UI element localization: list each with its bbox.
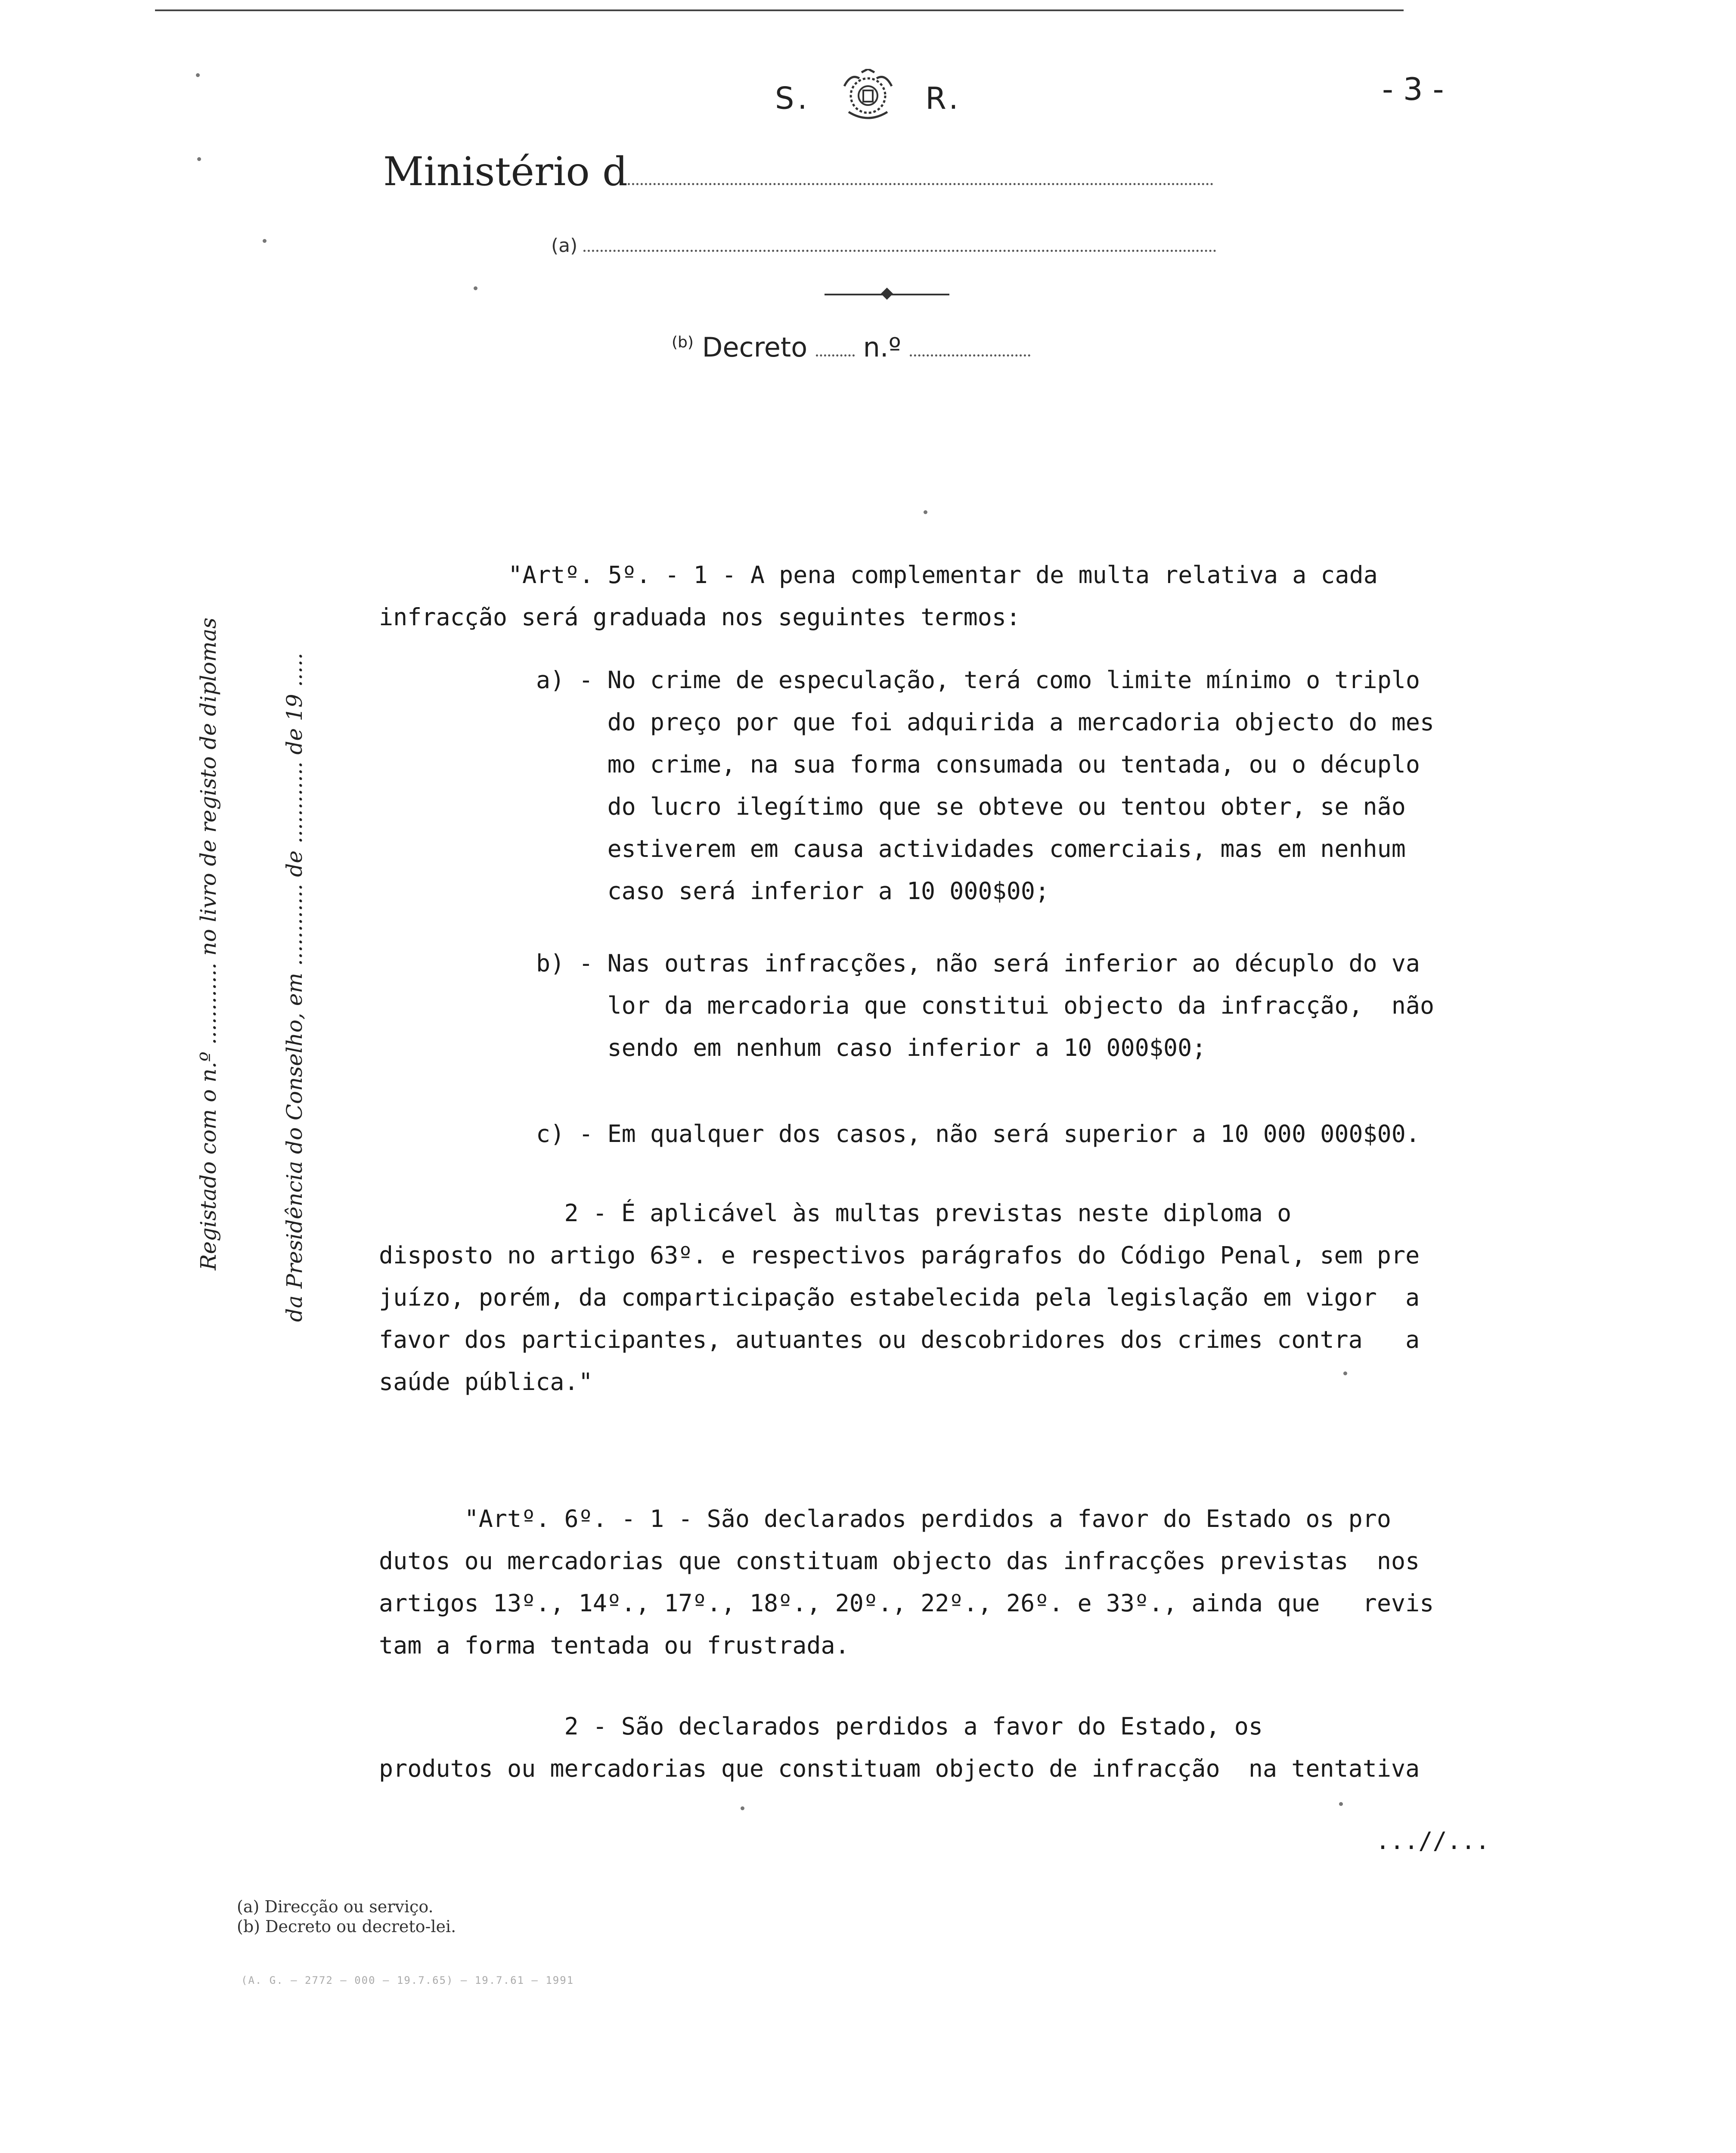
service-marker: (a) bbox=[551, 235, 578, 257]
art5-a-line-6: caso será inferior a 10 000$00; bbox=[536, 877, 1050, 905]
print-mark: (A. G. – 2772 – 000 – 19.7.65) – 19.7.61 – 1991 bbox=[241, 1974, 574, 1986]
art6-1-line-1: "Artº. 6º. - 1 - São declarados perdidos a favor do Estado os pro bbox=[379, 1505, 1392, 1533]
scan-speck bbox=[1339, 1802, 1343, 1806]
scan-speck bbox=[1343, 1371, 1347, 1375]
art5-a-line-3: mo crime, na sua forma consumada ou tentada, ou o décuplo bbox=[536, 751, 1420, 778]
ministerio-blank bbox=[628, 183, 1213, 185]
decreto-blank bbox=[816, 354, 855, 357]
scan-speck bbox=[197, 157, 201, 161]
footnotes bbox=[237, 1897, 456, 1936]
scan-speck bbox=[924, 510, 927, 514]
service-line bbox=[551, 235, 1216, 257]
decreto-marker: (b) bbox=[672, 333, 694, 351]
art5-line-1: "Artº. 5º. - 1 - A pena complementar de multa relativa a cada bbox=[508, 561, 1378, 589]
art5-2-line-5: saúde pública." bbox=[379, 1368, 593, 1396]
art5-line-2: infracção será graduada nos seguintes termos: bbox=[379, 603, 1021, 631]
art5-a-line-1: a) - No crime de especulação, terá como limite mínimo o triplo bbox=[536, 666, 1420, 694]
sr-left: S. bbox=[775, 81, 811, 116]
decreto-label: Decreto bbox=[702, 332, 808, 363]
art5-2-line-2: disposto no artigo 63º. e respectivos parágrafos do Código Penal, sem pre bbox=[379, 1241, 1420, 1269]
sr-right: R. bbox=[925, 81, 962, 116]
art5-c-line: c) - Em qualquer dos casos, não será superior a 10 000 000$00. bbox=[536, 1120, 1420, 1148]
art5-b-line-2: lor da mercadoria que constitui objecto da infracção, não bbox=[536, 992, 1435, 1019]
ministerio-label: Ministério d bbox=[383, 149, 628, 195]
art5-2-line-1: 2 - É aplicável às multas previstas neste diploma o bbox=[379, 1199, 1292, 1227]
ministerio-heading bbox=[383, 149, 1213, 195]
scan-speck bbox=[196, 73, 200, 77]
art5-a-line-2: do preço por que foi adquirida a mercadoria objecto do mes bbox=[536, 708, 1435, 736]
scan-speck bbox=[263, 239, 267, 243]
service-blank bbox=[583, 250, 1216, 252]
art6-1-line-4: tam a forma tentada ou frustrada. bbox=[379, 1632, 849, 1659]
art6-2-line-1: 2 - São declarados perdidos a favor do Estado, os bbox=[379, 1712, 1263, 1740]
margin-presidency-note: da Presidência do Conselho, em ............ de ............ de 19 ..... bbox=[282, 653, 307, 1322]
coat-of-arms-icon bbox=[836, 69, 900, 132]
art5-2-line-4: favor dos participantes, autuantes ou descobridores dos crimes contra a bbox=[379, 1326, 1420, 1353]
decreto-line bbox=[672, 332, 1030, 363]
art5-b-line-3: sendo em nenhum caso inferior a 10 000$00; bbox=[536, 1034, 1206, 1061]
art6-1-line-3: artigos 13º., 14º., 17º., 18º., 20º., 22º., 26º. e 33º., ainda que revis bbox=[379, 1589, 1434, 1617]
footnote-b: (b) Decreto ou decreto-lei. bbox=[237, 1917, 456, 1936]
art5-b-line-1: b) - Nas outras infracções, não será inferior ao décuplo do va bbox=[536, 949, 1420, 977]
scan-speck bbox=[474, 286, 477, 290]
art5-2-line-3: juízo, porém, da comparticipação estabelecida pela legislação em vigor a bbox=[379, 1284, 1420, 1311]
margin-registration-note: Registado com o n.º ............ no livro de registo de diplomas bbox=[196, 617, 221, 1270]
art6-2-line-2: produtos ou mercadorias que constituam objecto de infracção na tentativa bbox=[379, 1755, 1420, 1782]
top-rule bbox=[155, 9, 1404, 11]
page-number: - 3 - bbox=[1382, 71, 1444, 107]
footnote-a: (a) Direcção ou serviço. bbox=[237, 1897, 434, 1916]
decreto-number-blank bbox=[910, 354, 1030, 357]
art5-a-line-5: estiverem em causa actividades comerciais, mas em nenhum bbox=[536, 835, 1406, 862]
letterhead-sr bbox=[775, 69, 962, 132]
divider-diamond-icon bbox=[881, 288, 893, 300]
decreto-number-label: n.º bbox=[863, 332, 901, 363]
art5-a-line-4: do lucro ilegítimo que se obteve ou tentou obter, se não bbox=[536, 793, 1406, 820]
scan-speck bbox=[741, 1806, 744, 1810]
art6-1-line-2: dutos ou mercadorias que constituam objecto das infracções previstas nos bbox=[379, 1547, 1420, 1575]
continuation-mark: ...//... bbox=[1376, 1827, 1490, 1855]
